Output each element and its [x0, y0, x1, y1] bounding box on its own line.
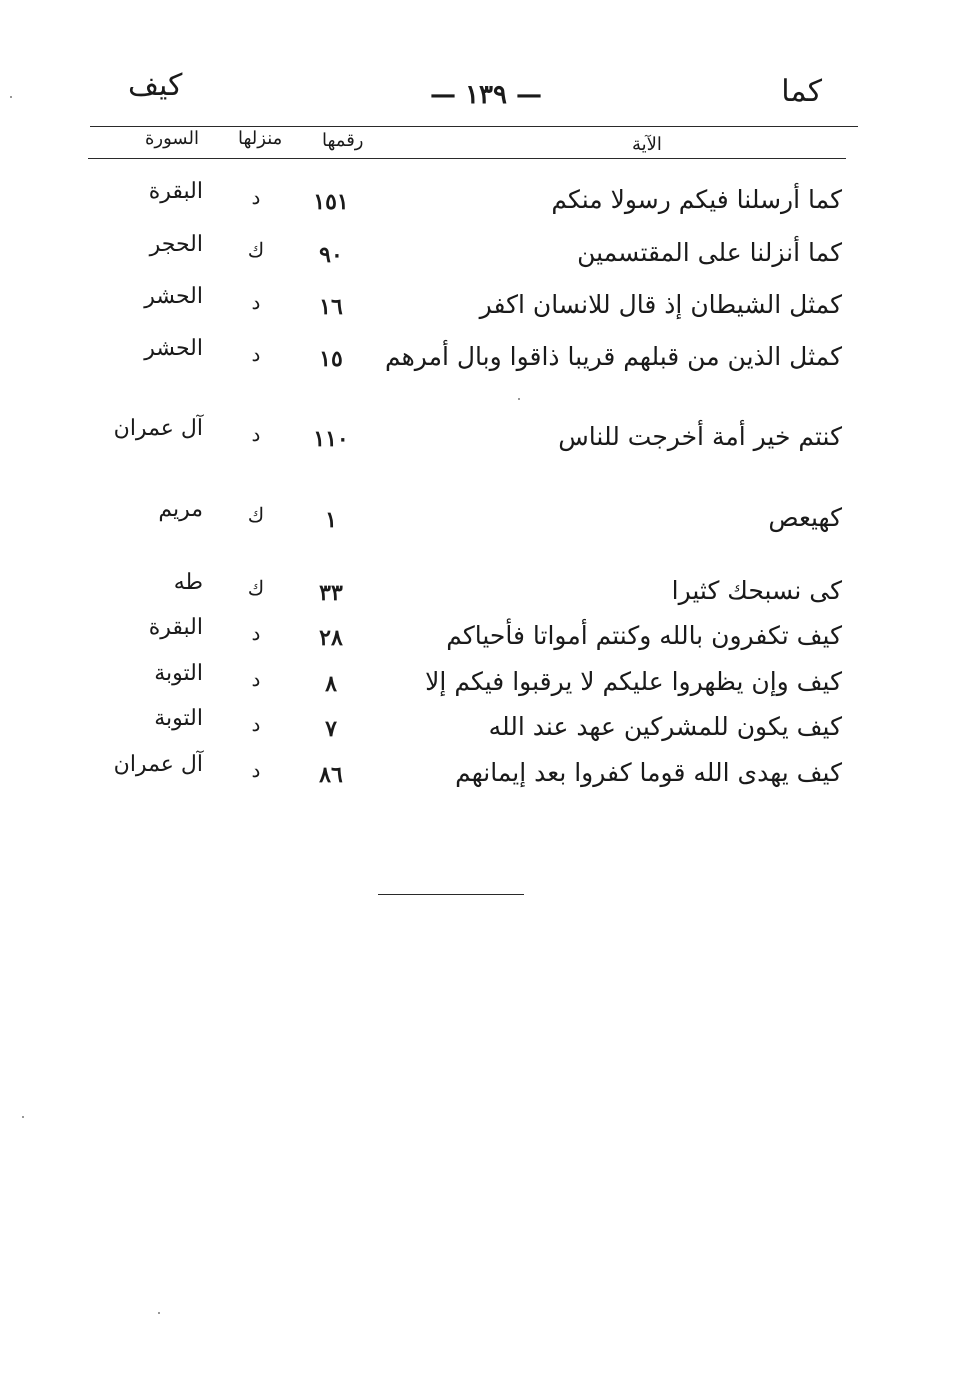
ayah-number: ٨٦: [319, 762, 343, 788]
revelation-place: د: [251, 422, 261, 446]
ayah-text: كنتم خير أمة أخرجت للناس: [558, 422, 842, 451]
revelation-place: د: [251, 621, 261, 645]
revelation-place: ك: [247, 503, 265, 527]
column-headers: [0, 128, 967, 158]
surah-name: التوبة: [154, 706, 203, 731]
ayah-number: ١٥: [319, 346, 343, 372]
ayah-number: ١: [325, 507, 337, 533]
ayah-number: ٢٨: [319, 625, 343, 651]
surah-name: البقرة: [148, 179, 203, 204]
ayah-text: كى نسبحك كثيرا: [671, 576, 842, 605]
table-row: [0, 661, 967, 713]
ayah-number: ١٦: [319, 294, 343, 320]
table-row: [0, 416, 967, 468]
revelation-place: ك: [247, 238, 265, 262]
end-rule: [378, 894, 524, 895]
revelation-place: د: [251, 667, 261, 691]
revelation-place: د: [251, 290, 261, 314]
surah-name: التوبة: [154, 661, 203, 686]
header-rule: [90, 126, 858, 127]
surah-name: الحجر: [149, 232, 203, 257]
revelation-place: د: [251, 342, 261, 366]
revelation-place: ك: [247, 576, 265, 600]
column-header-place: منزلها: [238, 128, 283, 149]
ayah-number: ٣٣: [319, 580, 343, 606]
revelation-place: د: [251, 185, 261, 209]
ayah-text: كمثل الشيطان إذ قال للانسان اكفر: [479, 290, 842, 319]
table-row: [0, 497, 967, 549]
ayah-number: ١٥١: [313, 189, 349, 215]
surah-name: الحشر: [144, 336, 203, 361]
catchword-right: كما: [781, 74, 822, 109]
column-header-surah: السورة: [145, 128, 199, 149]
column-header-rule: [88, 158, 846, 159]
column-header-ayah: الآية: [632, 134, 662, 155]
running-head: [90, 68, 850, 112]
ayah-number: ٩٠: [319, 242, 343, 268]
ayah-text: كيف يهدى الله قوما كفروا بعد إيمانهم: [455, 758, 842, 787]
ayah-text: كيف تكفرون بالله وكنتم أمواتا فأحياكم: [446, 621, 842, 650]
ayah-text: كمثل الذين من قبلهم قريبا ذاقوا وبال أمرهم: [384, 342, 842, 371]
table-row: [0, 615, 967, 667]
ayah-number: ١١٠: [313, 426, 349, 452]
scan-speck: [22, 1116, 24, 1118]
surah-name: الحشر: [144, 284, 203, 309]
scan-speck: [518, 398, 520, 400]
ayah-text: كهيعص: [768, 503, 842, 532]
ayah-text: كيف وإن يظهروا عليكم لا يرقبوا فيكم إلا: [425, 667, 842, 696]
revelation-place: د: [251, 712, 261, 736]
table-row: [0, 179, 967, 231]
surah-name: آل عمران: [113, 416, 203, 441]
ayah-text: كما أنزلنا على المقتسمين: [577, 238, 842, 267]
surah-name: آل عمران: [113, 752, 203, 777]
surah-name: البقرة: [148, 615, 203, 640]
scan-speck: [10, 96, 12, 98]
scan-speck: [158, 1312, 160, 1314]
surah-name: طه: [173, 570, 203, 595]
table-row: [0, 752, 967, 804]
ayah-number: ٨: [325, 671, 337, 697]
ayah-text: كيف يكون للمشركين عهد عند الله: [488, 712, 842, 741]
column-header-number: رقمها: [322, 130, 364, 151]
table-row: [0, 232, 967, 284]
catchword-left: كيف: [128, 68, 183, 103]
table-row: [0, 284, 967, 336]
table-row: [0, 336, 967, 388]
ayah-text: كما أرسلنا فيكم رسولا منكم: [551, 185, 842, 214]
table-row: [0, 570, 967, 622]
surah-name: مريم: [158, 497, 203, 522]
revelation-place: د: [251, 758, 261, 782]
ayah-number: ٧: [325, 716, 337, 742]
page-number: — ١٣٩ —: [430, 80, 543, 110]
